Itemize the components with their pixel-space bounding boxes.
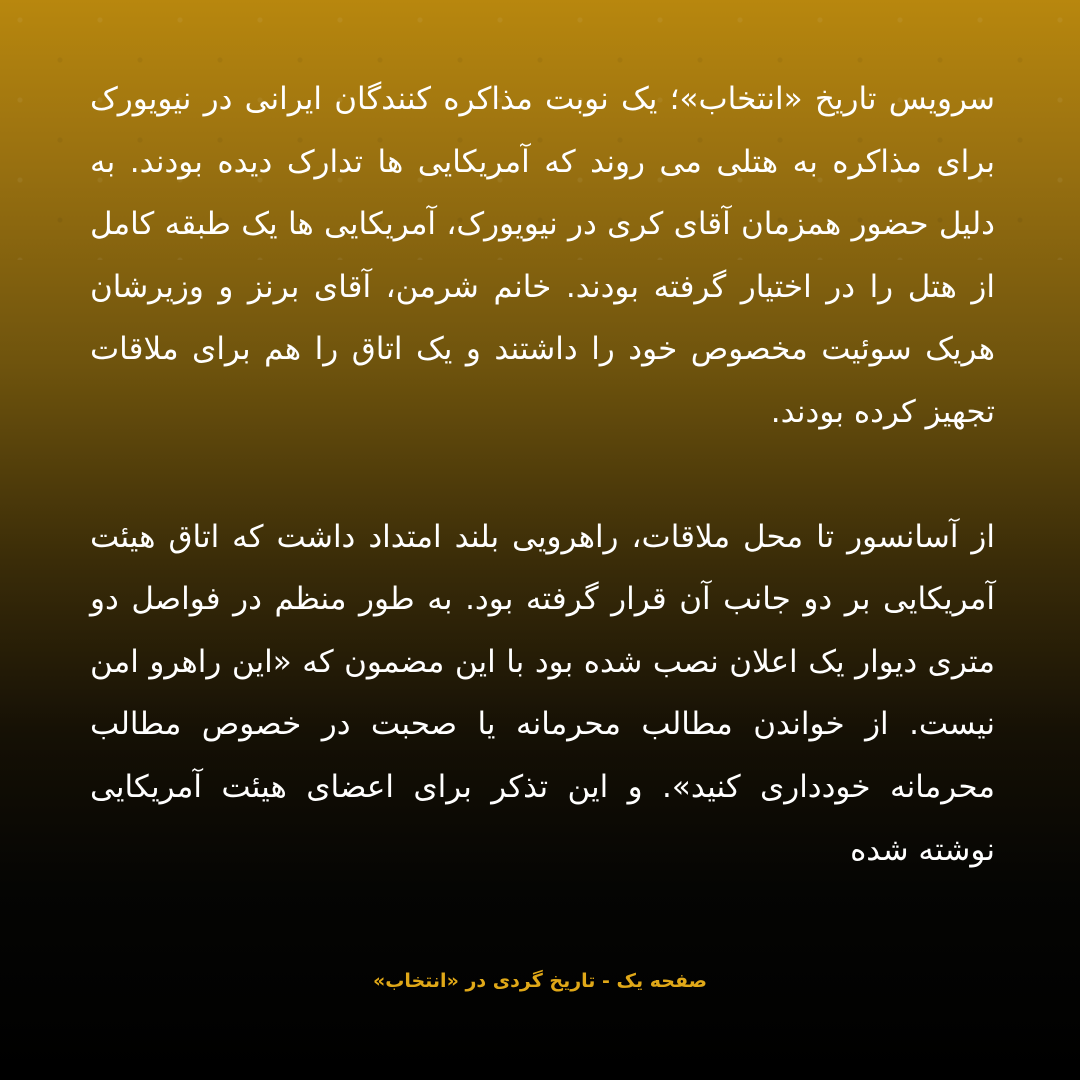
- article-paragraph-2: از آسانسور تا محل ملاقات، راهرویی بلند امتداد داشت که اتاق هیئت آمریکایی بر دو جانب آن قرار گرفته بود. به طور منظم در فواصل دو متری دیوار یک اعلان نصب شده بود با این مضمون که «این راهرو امن نیست. از خواندن مطالب محرمانه یا صحبت در خصوص مطالب محرمانه خودداری کنید». و این تذکر برای اعضای هیئت آمریکایی نوشته شده: [90, 518, 995, 868]
- article-paragraph-1: سرویس تاریخ «انتخاب»؛ یک نوبت مذاکره کنندگان ایرانی در نیویورک برای مذاکره به هتلی می روند که آمریکایی ها تدارک دیده بودند. به دلیل حضور همزمان آقای کری در نیویورک، آمریکایی ها یک طبقه کامل از هتل را در اختیار گرفته بودند. خانم شرمن، آقای برنز و وزیرشان هریک سوئیت مخصوص خود را داشتند و یک اتاق را هم برای ملاقات تجهیز کرده بودند.: [90, 81, 995, 430]
- page-caption: صفحه یک - تاریخ گردی در «انتخاب»: [372, 970, 708, 992]
- article-body: [90, 68, 995, 881]
